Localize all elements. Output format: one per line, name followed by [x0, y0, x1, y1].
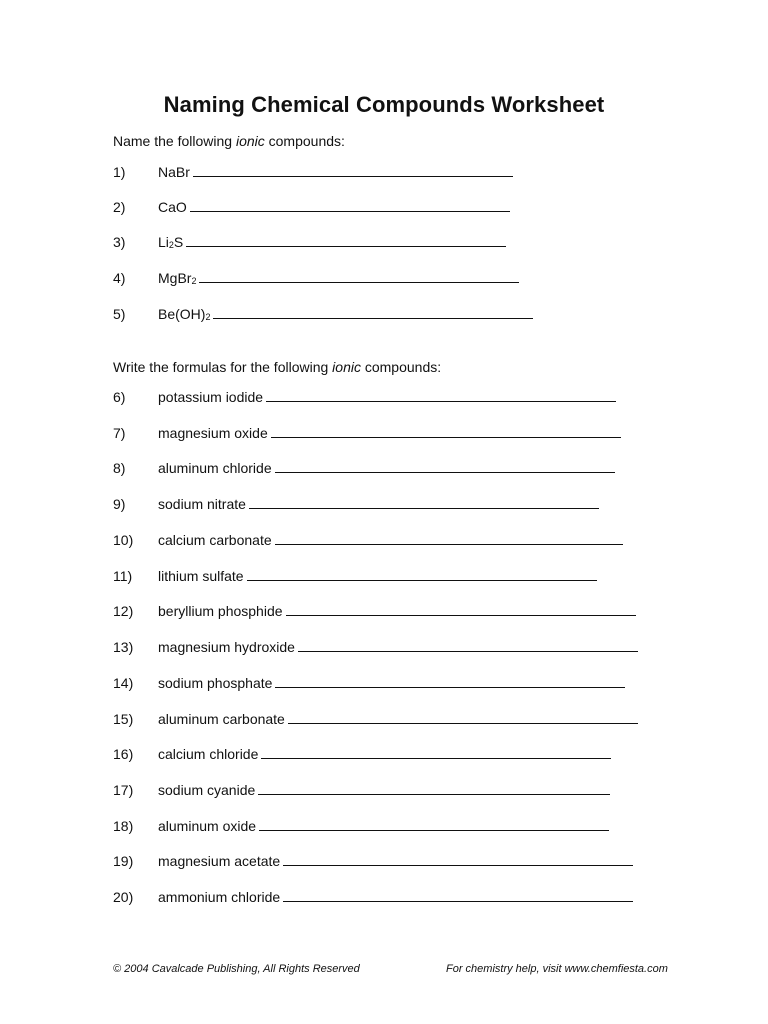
formula-base: Li	[158, 234, 169, 250]
compound-name: lithium sulfate	[158, 568, 244, 584]
answer-line[interactable]	[275, 459, 615, 473]
question-number: 1)	[113, 164, 126, 180]
question-12	[113, 602, 673, 620]
compound-name: magnesium hydroxide	[158, 639, 295, 655]
section2-instruction	[113, 359, 441, 375]
question-number: 11)	[113, 568, 133, 584]
answer-line[interactable]	[213, 305, 533, 319]
compound-formula	[158, 234, 183, 250]
instruction-emphasis: ionic	[332, 359, 361, 375]
answer-line[interactable]	[186, 233, 506, 247]
question-20	[113, 888, 673, 906]
answer-line[interactable]	[283, 852, 633, 866]
formula-base: CaO	[158, 199, 187, 215]
compound-name: calcium carbonate	[158, 532, 272, 548]
question-5	[113, 305, 673, 326]
question-number: 15)	[113, 711, 134, 727]
question-number: 2)	[113, 199, 126, 215]
formula-subscript: 2	[205, 312, 211, 322]
question-19	[113, 852, 673, 870]
question-number: 14)	[113, 675, 134, 691]
question-number: 6)	[113, 389, 126, 405]
answer-line[interactable]	[283, 888, 633, 902]
answer-line[interactable]	[275, 674, 625, 688]
answer-line[interactable]	[247, 567, 597, 581]
compound-name: sodium nitrate	[158, 496, 246, 512]
answer-line[interactable]	[258, 781, 610, 795]
copyright-notice: © 2004 Cavalcade Publishing, All Rights Reserved	[113, 963, 360, 975]
question-17	[113, 781, 673, 799]
help-link-text: For chemistry help, visit www.chemfiesta.com	[446, 963, 668, 975]
question-11	[113, 567, 673, 585]
answer-line[interactable]	[199, 269, 519, 283]
question-14	[113, 674, 673, 692]
question-number: 17)	[113, 782, 134, 798]
question-9	[113, 495, 673, 513]
question-13	[113, 638, 673, 656]
question-number: 19)	[113, 853, 134, 869]
formula-subscript: 2	[168, 240, 174, 250]
compound-formula	[158, 270, 196, 286]
answer-line[interactable]	[266, 388, 616, 402]
formula-base: MgBr	[158, 270, 192, 286]
question-15	[113, 710, 673, 728]
answer-line[interactable]	[288, 710, 638, 724]
compound-name: ammonium chloride	[158, 889, 281, 905]
question-number: 7)	[113, 425, 126, 441]
compound-name: aluminum carbonate	[158, 711, 285, 727]
formula-subscript: 2	[191, 276, 197, 286]
answer-line[interactable]	[249, 495, 599, 509]
question-10	[113, 531, 673, 549]
instruction-text-pre: Write the formulas for the following	[113, 359, 333, 375]
compound-formula	[158, 199, 187, 215]
instruction-text-pre: Name the following	[113, 133, 236, 149]
question-number: 16)	[113, 746, 134, 762]
question-number: 8)	[113, 460, 126, 476]
question-6	[113, 388, 673, 406]
formula-base: NaBr	[158, 164, 190, 180]
answer-line[interactable]	[298, 638, 638, 652]
answer-line[interactable]	[275, 531, 623, 545]
question-number: 13)	[113, 639, 134, 655]
answer-line[interactable]	[190, 198, 510, 212]
answer-line[interactable]	[261, 745, 611, 759]
question-number: 20)	[113, 889, 134, 905]
answer-line[interactable]	[259, 817, 609, 831]
question-3	[113, 233, 673, 254]
question-2	[113, 198, 673, 219]
question-8	[113, 459, 673, 477]
answer-line[interactable]	[286, 602, 636, 616]
compound-name: calcium chloride	[158, 746, 259, 762]
instruction-emphasis: ionic	[235, 133, 265, 149]
formula-base: Be(OH)	[158, 306, 206, 322]
compound-name: magnesium oxide	[158, 425, 268, 441]
question-number: 5)	[113, 306, 126, 322]
compound-name: aluminum chloride	[158, 460, 272, 476]
section1-instruction	[113, 133, 345, 149]
question-number: 10)	[113, 532, 134, 548]
question-1	[113, 163, 673, 184]
question-4	[113, 269, 673, 290]
compound-name: sodium cyanide	[158, 782, 256, 798]
compound-name: sodium phosphate	[158, 675, 273, 691]
question-number: 3)	[113, 234, 126, 250]
question-number: 4)	[113, 270, 126, 286]
compound-name: magnesium acetate	[158, 853, 281, 869]
question-7	[113, 424, 673, 442]
compound-name: potassium iodide	[158, 389, 264, 405]
instruction-text-post: compounds:	[360, 359, 442, 375]
answer-line[interactable]	[193, 163, 513, 177]
question-number: 12)	[113, 603, 134, 619]
page-title: Naming Chemical Compounds Worksheet	[163, 92, 605, 117]
formula-tail: S	[173, 234, 184, 250]
question-16	[113, 745, 673, 763]
question-18	[113, 817, 673, 835]
compound-formula	[158, 164, 190, 180]
compound-name: beryllium phosphide	[158, 603, 283, 619]
compound-formula	[158, 306, 210, 322]
question-number: 9)	[113, 496, 126, 512]
instruction-text-post: compounds:	[264, 133, 345, 149]
answer-line[interactable]	[271, 424, 621, 438]
compound-name: aluminum oxide	[158, 818, 257, 834]
question-number: 18)	[113, 818, 134, 834]
